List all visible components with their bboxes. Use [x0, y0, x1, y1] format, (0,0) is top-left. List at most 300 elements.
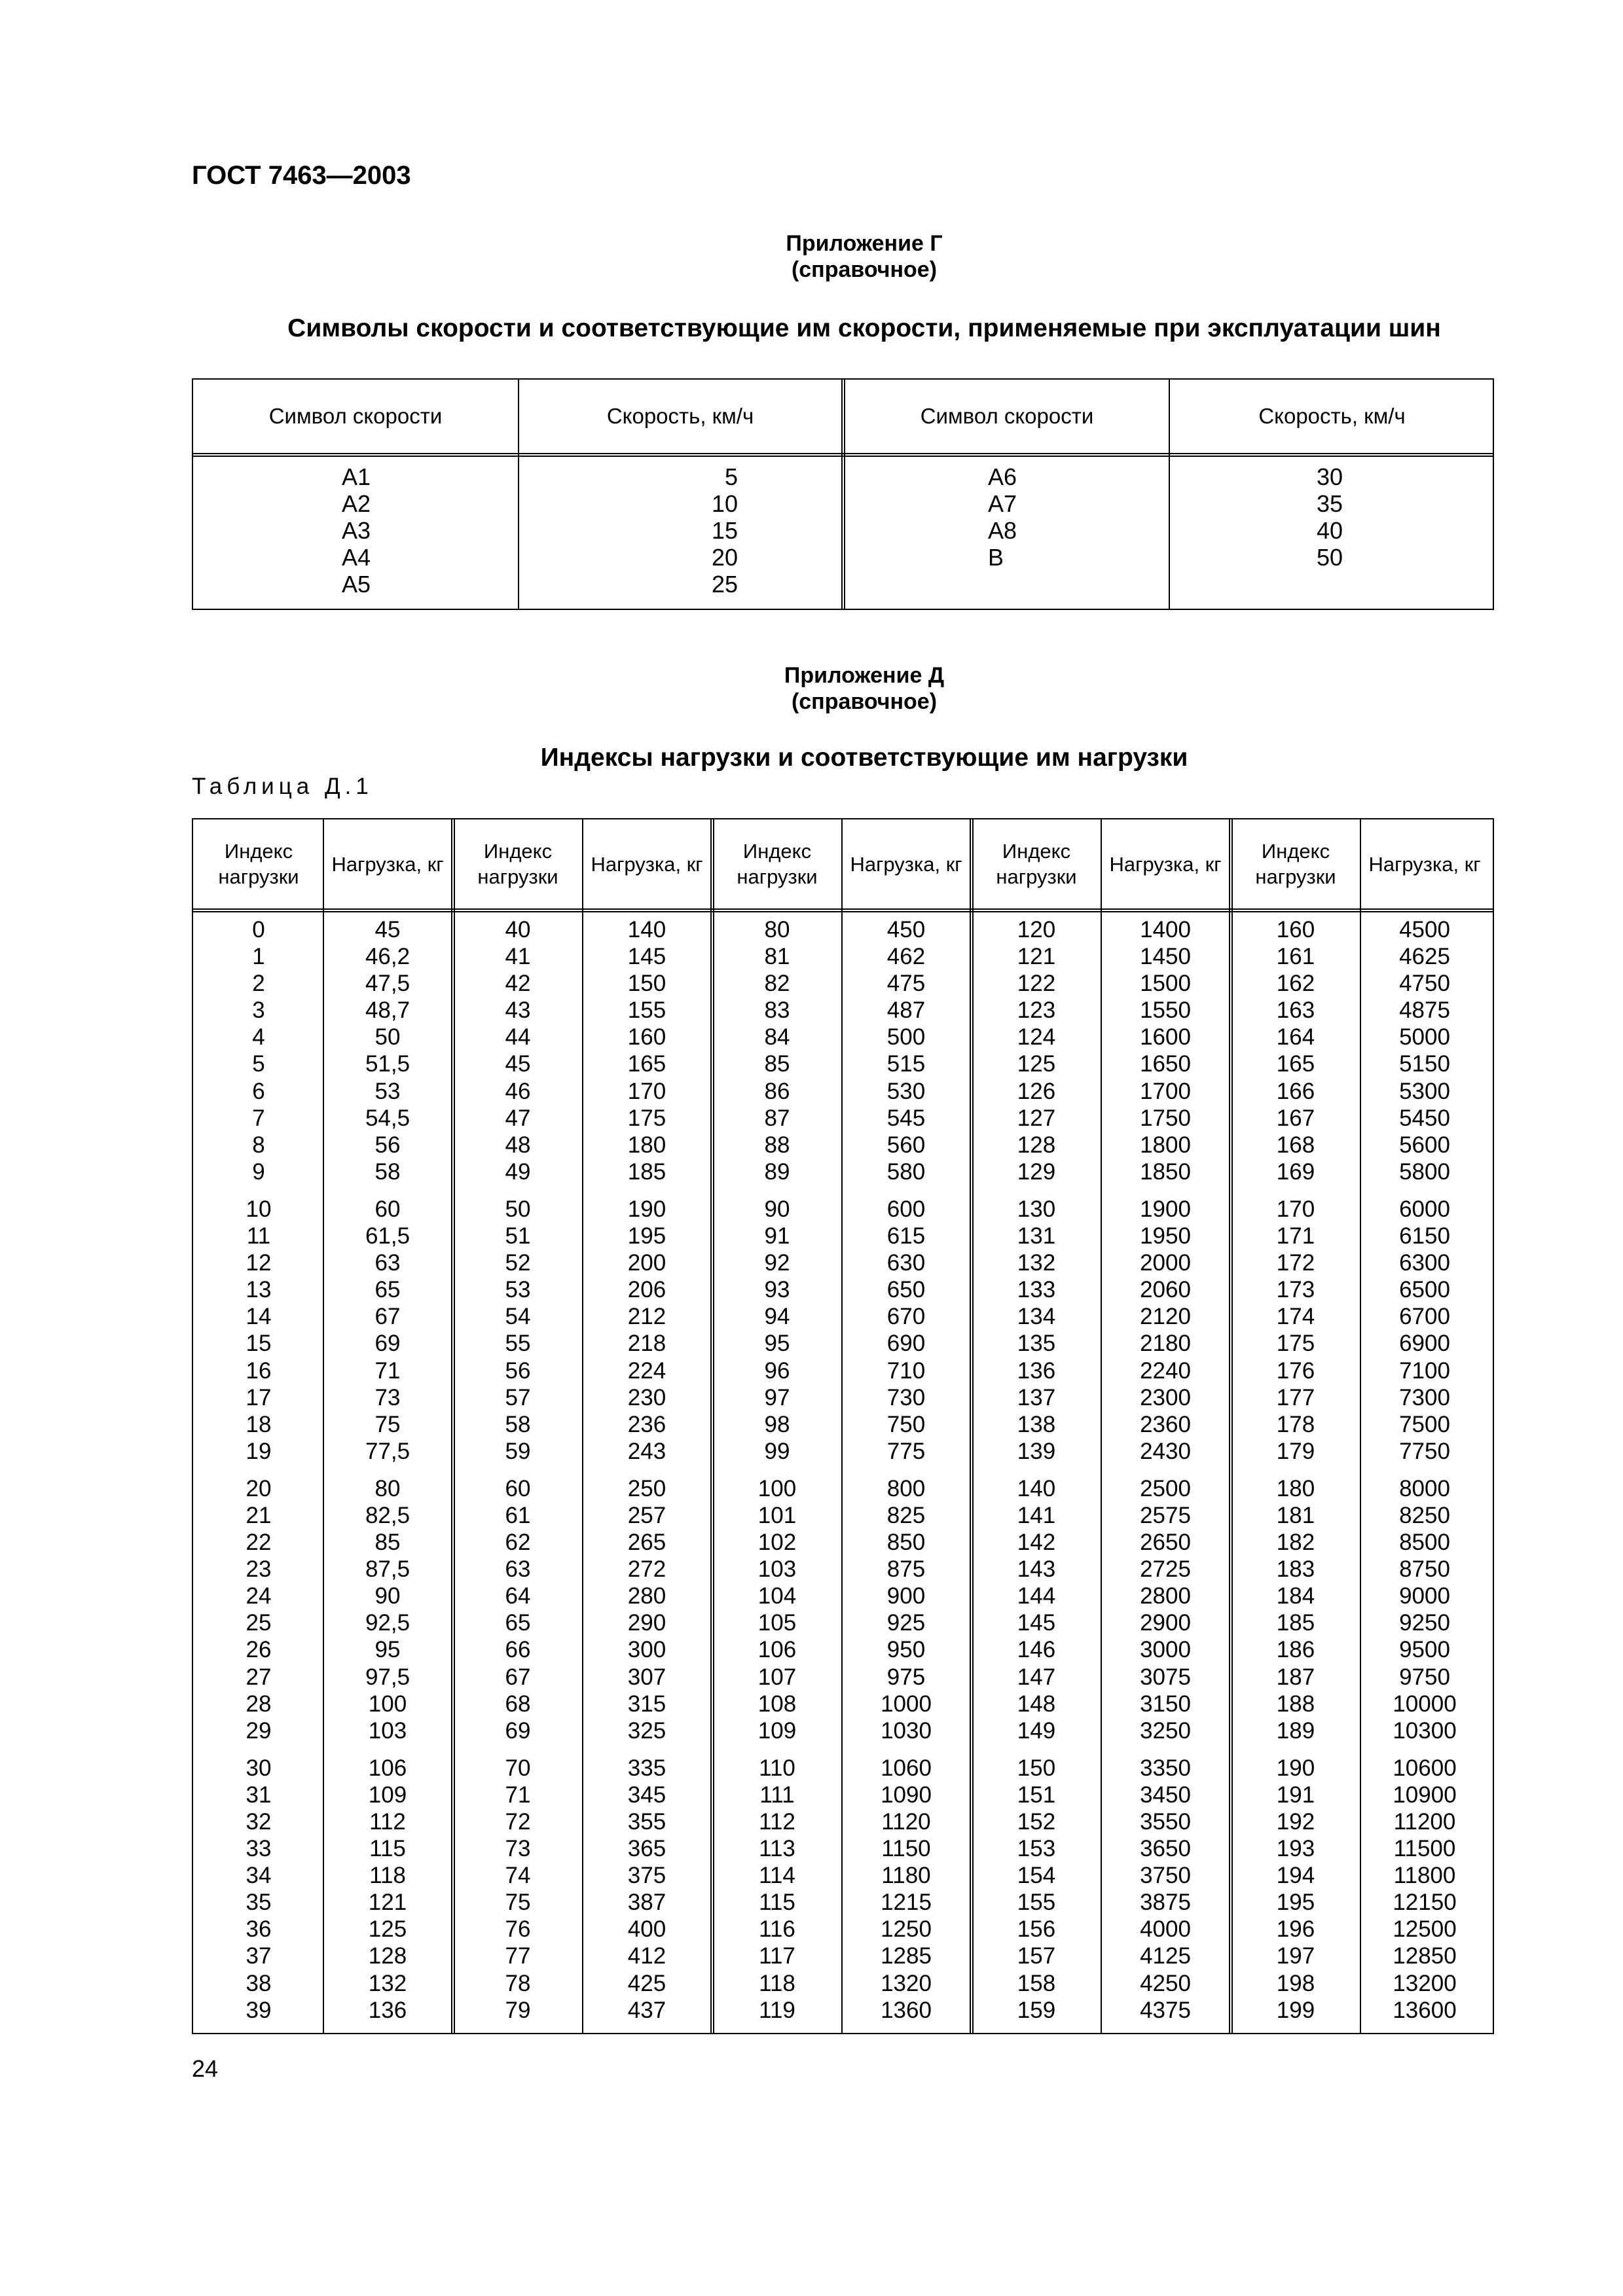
load-index-cell: 0 — [252, 917, 265, 942]
load-kg-cell: 1550 — [1140, 997, 1191, 1024]
page-number: 24 — [192, 2055, 219, 2082]
load-kg-cell: 9750 — [1399, 1664, 1450, 1690]
load-index-cell: 106 — [757, 1637, 797, 1663]
load-kg-cell: 630 — [886, 1250, 926, 1276]
load-kg-cell: 500 — [886, 1024, 926, 1050]
load-index-cell: 69 — [505, 1717, 531, 1744]
load-kg-cell: 1900 — [1140, 1196, 1191, 1222]
load-kg-cell: 6300 — [1399, 1250, 1450, 1276]
load-index-cell: 147 — [1017, 1664, 1056, 1690]
load-kg-cell: 13600 — [1393, 1997, 1457, 2023]
load-kg-cell: 2000 — [1140, 1250, 1191, 1276]
load-index-cell: 159 — [1017, 1997, 1056, 2023]
load-index-cell: 24 — [246, 1583, 272, 1609]
load-kg-cell: 1850 — [1140, 1158, 1191, 1185]
load-index-cell: 71 — [505, 1782, 531, 1808]
load-index-cell: 96 — [764, 1357, 790, 1384]
load-index-cell: 76 — [505, 1916, 531, 1943]
load-index-cell: 121 — [1017, 944, 1056, 970]
load-kg-cell: 56 — [374, 1132, 401, 1158]
load-kg-cell: 4625 — [1399, 944, 1450, 970]
load-kg-cell: 615 — [886, 1223, 926, 1249]
load-kg-cell: 145 — [627, 944, 666, 970]
load-index-cell: 117 — [759, 1943, 795, 1969]
load-kg-cell: 2900 — [1140, 1610, 1191, 1636]
load-kg-cell: 300 — [627, 1637, 666, 1663]
load-index-cell: 91 — [764, 1223, 790, 1249]
load-index-cell: 49 — [505, 1158, 531, 1185]
load-kg-cell: 67 — [374, 1304, 401, 1330]
load-kg-cell: 257 — [627, 1502, 666, 1528]
load-kg-cell: 2120 — [1140, 1304, 1191, 1330]
load-kg-cell: 5600 — [1399, 1132, 1450, 1158]
load-kg-cell: 48,7 — [365, 997, 410, 1024]
load-kg-cell: 325 — [627, 1717, 666, 1744]
load-kg-cell: 243 — [627, 1438, 666, 1464]
load-index-cell: 135 — [1017, 1331, 1056, 1357]
load-index-cell: 23 — [246, 1556, 272, 1583]
load-index-column — [974, 916, 1099, 2024]
load-kg-cell: 3450 — [1140, 1782, 1191, 1808]
load-kg-cell: 45 — [374, 917, 401, 942]
load-index-cell: 26 — [246, 1637, 272, 1663]
load-index-cell: 40 — [505, 917, 531, 942]
load-kg-column — [1361, 916, 1488, 2024]
load-kg-cell: 315 — [627, 1691, 666, 1717]
load-index-cell: 57 — [505, 1384, 531, 1410]
load-kg-cell: 63 — [374, 1250, 401, 1276]
load-kg-cell: 775 — [886, 1438, 926, 1464]
load-kg-column — [843, 916, 970, 2024]
load-index-cell: 110 — [759, 1755, 795, 1781]
load-kg-cell: 47,5 — [365, 971, 410, 997]
load-kg-cell: 307 — [627, 1664, 666, 1690]
load-kg-cell: 190 — [627, 1196, 666, 1222]
header-load-index: Индекс нагрузки — [996, 840, 1077, 888]
load-index-cell: 109 — [757, 1717, 797, 1744]
load-index-cell: 85 — [764, 1051, 790, 1077]
load-kg-cell: 61,5 — [365, 1223, 410, 1249]
load-index-cell: 37 — [246, 1943, 272, 1969]
load-kg-cell: 212 — [627, 1304, 666, 1330]
load-index-cell: 92 — [764, 1250, 790, 1276]
load-index-cell: 176 — [1276, 1357, 1315, 1384]
load-kg-cell: 2800 — [1140, 1583, 1191, 1609]
load-index-cell: 164 — [1276, 1024, 1315, 1050]
load-index-cell: 9 — [252, 1158, 265, 1185]
load-index-cell: 125 — [1017, 1051, 1056, 1077]
load-index-cell: 88 — [764, 1132, 790, 1158]
load-index-cell: 191 — [1276, 1782, 1315, 1808]
load-kg-cell: 750 — [886, 1411, 926, 1437]
load-kg-cell: 4000 — [1140, 1916, 1191, 1943]
load-kg-cell: 2060 — [1140, 1277, 1191, 1303]
load-index-cell: 185 — [1276, 1610, 1315, 1636]
load-kg-cell: 272 — [627, 1556, 666, 1583]
load-kg-cell: 11200 — [1393, 1809, 1456, 1835]
load-index-cell: 178 — [1276, 1411, 1315, 1437]
load-index-cell: 86 — [764, 1078, 790, 1104]
load-kg-cell: 450 — [886, 917, 926, 942]
load-index-cell: 42 — [505, 971, 531, 997]
load-kg-cell: 825 — [886, 1502, 926, 1528]
load-index-cell: 72 — [505, 1809, 531, 1835]
load-index-cell: 148 — [1017, 1691, 1056, 1717]
load-kg-cell: 53 — [374, 1078, 401, 1104]
load-index-cell: 181 — [1276, 1502, 1315, 1528]
load-index-cell: 151 — [1017, 1782, 1056, 1808]
table-caption: Таблица Д.1 — [192, 774, 373, 799]
load-index-cell: 104 — [757, 1583, 797, 1609]
load-kg-cell: 1450 — [1140, 944, 1191, 970]
load-kg-cell: 800 — [886, 1475, 926, 1501]
load-index-column — [455, 916, 581, 2024]
load-kg-cell: 1000 — [881, 1691, 932, 1717]
load-kg-cell: 10600 — [1393, 1755, 1457, 1781]
load-index-cell: 22 — [246, 1530, 272, 1556]
load-kg-cell: 2500 — [1140, 1475, 1191, 1501]
load-kg-cell: 545 — [886, 1105, 926, 1131]
load-kg-cell: 1500 — [1140, 971, 1191, 997]
load-kg-cell: 2300 — [1140, 1384, 1191, 1410]
load-kg-cell: 1150 — [881, 1836, 931, 1862]
load-kg-cell: 71 — [374, 1357, 401, 1384]
load-kg-column — [324, 916, 451, 2024]
load-index-cell: 196 — [1276, 1916, 1315, 1943]
load-index-cell: 73 — [505, 1836, 531, 1862]
load-index-cell: 114 — [759, 1863, 795, 1889]
load-kg-cell: 50 — [374, 1024, 401, 1050]
load-kg-cell: 2180 — [1140, 1331, 1191, 1357]
load-kg-cell: 1215 — [881, 1890, 932, 1916]
annex-d-title: Приложение Д — [784, 663, 945, 688]
load-kg-cell: 925 — [886, 1610, 926, 1636]
load-kg-cell: 975 — [886, 1664, 926, 1690]
load-index-cell: 38 — [246, 1970, 272, 1996]
load-index-cell: 47 — [505, 1105, 531, 1131]
load-index-cell: 84 — [764, 1024, 790, 1050]
load-kg-cell: 65 — [374, 1277, 401, 1303]
load-index-cell: 156 — [1017, 1916, 1056, 1943]
load-kg-cell: 365 — [627, 1836, 666, 1862]
load-index-cell: 128 — [1017, 1132, 1056, 1158]
load-index-cell: 199 — [1276, 1997, 1315, 2023]
load-kg-cell: 487 — [886, 997, 926, 1024]
load-index-column — [1233, 916, 1359, 2024]
load-kg-cell: 280 — [627, 1583, 666, 1609]
load-index-cell: 179 — [1276, 1438, 1315, 1464]
load-kg-cell: 290 — [627, 1610, 666, 1636]
load-index-cell: 130 — [1017, 1196, 1056, 1222]
load-kg-cell: 121 — [368, 1890, 407, 1916]
load-index-cell: 95 — [764, 1331, 790, 1357]
load-kg-cell: 155 — [627, 997, 666, 1024]
load-kg-cell: 4750 — [1399, 971, 1450, 997]
load-kg-cell: 3150 — [1140, 1691, 1191, 1717]
load-index-cell: 183 — [1276, 1556, 1315, 1583]
load-index-cell: 7 — [252, 1105, 265, 1131]
load-index-cell: 10 — [246, 1196, 272, 1222]
load-kg-cell: 600 — [886, 1196, 926, 1222]
load-index-cell: 153 — [1017, 1836, 1056, 1862]
load-index-cell: 89 — [764, 1158, 790, 1185]
load-index-cell: 167 — [1276, 1105, 1315, 1131]
load-kg-cell: 180 — [627, 1132, 666, 1158]
load-index-cell: 98 — [764, 1411, 790, 1437]
load-kg-cell: 73 — [374, 1384, 401, 1410]
load-index-cell: 54 — [505, 1304, 531, 1330]
load-index-cell: 142 — [1017, 1530, 1056, 1556]
load-kg-cell: 12500 — [1393, 1916, 1457, 1943]
load-kg-cell: 875 — [886, 1556, 926, 1583]
table-header-rule — [193, 908, 1493, 912]
load-kg-cell: 7750 — [1399, 1438, 1450, 1464]
load-kg-cell: 109 — [368, 1782, 407, 1808]
load-kg-cell: 387 — [627, 1890, 666, 1916]
load-index-cell: 32 — [246, 1809, 272, 1835]
load-kg-cell: 160 — [627, 1024, 666, 1050]
load-index-cell: 13 — [246, 1277, 272, 1303]
load-kg-cell: 475 — [886, 971, 926, 997]
load-index-cell: 190 — [1276, 1755, 1315, 1781]
load-kg-cell: 175 — [627, 1105, 666, 1131]
load-kg-cell: 1320 — [881, 1970, 932, 1996]
load-kg-cell: 1600 — [1140, 1024, 1191, 1050]
load-index-cell: 124 — [1017, 1024, 1056, 1050]
load-kg-cell: 400 — [627, 1916, 666, 1943]
load-kg-cell: 6500 — [1399, 1277, 1450, 1303]
load-kg-cell: 11500 — [1393, 1836, 1456, 1862]
load-kg-cell: 900 — [886, 1583, 926, 1609]
load-index-cell: 123 — [1017, 997, 1056, 1024]
load-index-cell: 144 — [1017, 1583, 1056, 1609]
load-index-cell: 145 — [1017, 1610, 1056, 1636]
load-kg-cell: 54,5 — [365, 1105, 410, 1131]
load-index-cell: 192 — [1276, 1809, 1315, 1835]
load-kg-cell: 1060 — [881, 1755, 932, 1781]
load-index-cell: 46 — [505, 1078, 531, 1104]
load-kg-cell: 1400 — [1140, 917, 1191, 942]
load-kg-cell: 4375 — [1140, 1997, 1191, 2023]
load-kg-cell: 710 — [886, 1357, 926, 1384]
load-kg-cell: 6900 — [1399, 1331, 1450, 1357]
load-index-cell: 87 — [764, 1105, 790, 1131]
load-index-cell: 68 — [505, 1691, 531, 1717]
load-index-cell: 152 — [1017, 1809, 1056, 1835]
load-kg-cell: 100 — [368, 1691, 407, 1717]
load-kg-cell: 51,5 — [365, 1051, 410, 1077]
load-index-cell: 170 — [1276, 1196, 1315, 1222]
header-speed-symbol: Символ скорости — [268, 404, 443, 428]
load-kg-cell: 90 — [374, 1583, 401, 1609]
load-kg-cell: 345 — [627, 1782, 666, 1808]
load-index-cell: 5 — [252, 1051, 265, 1077]
speed-symbol-column: A1 A2 A3 A4 A5 — [342, 463, 371, 598]
load-kg-cell: 4500 — [1399, 917, 1450, 942]
load-index-cell: 166 — [1276, 1078, 1315, 1104]
load-index-cell: 168 — [1276, 1132, 1315, 1158]
load-index-cell: 80 — [764, 917, 790, 942]
load-kg-cell: 462 — [886, 944, 926, 970]
load-kg-cell: 200 — [627, 1250, 666, 1276]
speed-symbol-table — [192, 378, 1494, 610]
load-index-cell: 119 — [759, 1997, 795, 2023]
load-index-cell: 17 — [246, 1384, 272, 1410]
load-index-cell: 63 — [505, 1556, 531, 1583]
annex-g-heading: Символы скорости и соответствующие им скорости, применяемые при эксплуатации шин — [287, 314, 1441, 342]
load-index-cell: 172 — [1276, 1250, 1315, 1276]
load-kg-cell: 8750 — [1399, 1556, 1450, 1583]
load-index-cell: 180 — [1276, 1475, 1315, 1501]
header-load-index: Индекс нагрузки — [1255, 840, 1336, 888]
load-index-cell: 43 — [505, 997, 531, 1024]
load-kg-cell: 670 — [886, 1304, 926, 1330]
load-kg-cell: 185 — [627, 1158, 666, 1185]
load-kg-cell: 8000 — [1399, 1475, 1450, 1501]
load-index-cell: 99 — [764, 1438, 790, 1464]
load-kg-cell: 218 — [627, 1331, 666, 1357]
load-kg-cell: 4125 — [1140, 1943, 1191, 1969]
load-index-cell: 82 — [764, 971, 790, 997]
load-index-cell: 149 — [1017, 1717, 1056, 1744]
load-kg-cell: 6000 — [1399, 1196, 1450, 1222]
load-kg-cell: 85 — [374, 1530, 401, 1556]
load-kg-cell: 206 — [627, 1277, 666, 1303]
load-kg-cell: 9000 — [1399, 1583, 1450, 1609]
load-index-cell: 107 — [757, 1664, 797, 1690]
load-index-cell: 136 — [1017, 1357, 1056, 1384]
load-kg-cell: 236 — [627, 1411, 666, 1437]
load-index-cell: 174 — [1276, 1304, 1315, 1330]
load-index-cell: 90 — [764, 1196, 790, 1222]
load-index-cell: 158 — [1017, 1970, 1056, 1996]
load-index-cell: 187 — [1276, 1664, 1315, 1690]
header-load-kg: Нагрузка, кг — [331, 852, 444, 876]
load-index-cell: 94 — [764, 1304, 790, 1330]
load-kg-cell: 1750 — [1140, 1105, 1191, 1131]
load-kg-cell: 530 — [886, 1078, 926, 1104]
load-kg-cell: 1030 — [881, 1717, 932, 1744]
load-kg-cell: 412 — [627, 1943, 666, 1969]
load-index-cell: 8 — [252, 1132, 265, 1158]
load-index-cell: 160 — [1276, 917, 1315, 942]
load-kg-cell: 125 — [368, 1916, 407, 1943]
load-kg-cell: 5300 — [1399, 1078, 1450, 1104]
load-kg-cell: 2650 — [1140, 1530, 1191, 1556]
load-kg-cell: 58 — [374, 1158, 401, 1185]
load-index-cell: 18 — [246, 1411, 272, 1437]
load-index-cell: 35 — [246, 1890, 272, 1916]
load-index-cell: 27 — [246, 1664, 272, 1690]
load-kg-cell: 6700 — [1399, 1304, 1450, 1330]
load-kg-cell: 250 — [627, 1475, 666, 1501]
load-kg-cell: 46,2 — [365, 944, 410, 970]
load-index-cell: 140 — [1017, 1475, 1056, 1501]
load-kg-cell: 375 — [627, 1863, 666, 1889]
load-kg-cell: 10000 — [1393, 1691, 1457, 1717]
load-kg-cell: 82,5 — [365, 1502, 410, 1528]
load-index-cell: 118 — [759, 1970, 795, 1996]
load-index-cell: 132 — [1017, 1250, 1056, 1276]
load-index-cell: 36 — [246, 1916, 272, 1943]
load-index-cell: 93 — [764, 1277, 790, 1303]
header-load-index: Индекс нагрузки — [218, 840, 299, 888]
load-kg-cell: 12850 — [1393, 1943, 1457, 1969]
load-index-cell: 141 — [1017, 1502, 1056, 1528]
load-kg-cell: 730 — [886, 1384, 926, 1410]
load-index-cell: 59 — [505, 1438, 531, 1464]
load-index-cell: 193 — [1276, 1836, 1315, 1862]
load-index-cell: 44 — [505, 1024, 531, 1050]
load-index-cell: 138 — [1017, 1411, 1056, 1437]
load-kg-cell: 87,5 — [365, 1556, 410, 1583]
load-index-cell: 55 — [505, 1331, 531, 1357]
load-index-cell: 115 — [759, 1890, 795, 1916]
load-kg-cell: 10900 — [1393, 1782, 1457, 1808]
load-kg-cell: 2240 — [1140, 1357, 1191, 1384]
load-index-cell: 120 — [1017, 917, 1056, 942]
load-kg-cell: 3350 — [1140, 1755, 1191, 1781]
load-kg-cell: 1700 — [1140, 1078, 1191, 1104]
load-index-cell: 4 — [252, 1024, 265, 1050]
load-kg-cell: 335 — [627, 1755, 666, 1781]
annex-d-heading: Индексы нагрузки и соответствующие им нагрузки — [540, 744, 1188, 772]
header-load-index: Индекс нагрузки — [737, 840, 818, 888]
load-index-cell: 169 — [1276, 1158, 1315, 1185]
load-index-cell: 112 — [759, 1809, 795, 1835]
load-kg-cell: 4250 — [1140, 1970, 1191, 1996]
load-kg-cell: 950 — [886, 1637, 926, 1663]
load-index-cell: 34 — [246, 1863, 272, 1889]
load-kg-cell: 230 — [627, 1384, 666, 1410]
load-kg-cell: 11800 — [1393, 1863, 1456, 1889]
load-index-cell: 157 — [1017, 1943, 1056, 1969]
header-speed: Скорость, км/ч — [606, 404, 754, 428]
load-kg-cell: 12150 — [1393, 1890, 1457, 1916]
load-kg-cell: 650 — [886, 1277, 926, 1303]
load-index-cell: 102 — [757, 1530, 797, 1556]
load-index-cell: 79 — [505, 1997, 531, 2023]
load-kg-cell: 5000 — [1399, 1024, 1450, 1050]
load-index-cell: 19 — [246, 1438, 272, 1464]
load-kg-cell: 92,5 — [365, 1610, 410, 1636]
load-index-cell: 25 — [246, 1610, 272, 1636]
load-kg-cell: 1800 — [1140, 1132, 1191, 1158]
load-kg-cell: 3075 — [1140, 1664, 1191, 1690]
load-index-cell: 127 — [1017, 1105, 1056, 1131]
speed-symbol-column: A6 A7 A8 B — [988, 463, 1017, 571]
load-index-cell: 100 — [757, 1475, 797, 1501]
load-kg-cell: 2575 — [1140, 1502, 1191, 1528]
load-kg-cell: 515 — [886, 1051, 926, 1077]
load-index-cell: 61 — [505, 1502, 531, 1528]
load-kg-cell: 4875 — [1399, 997, 1450, 1024]
load-index-cell: 64 — [505, 1583, 531, 1609]
load-index-cell: 137 — [1017, 1384, 1056, 1410]
load-kg-cell: 1250 — [881, 1916, 932, 1943]
load-index-cell: 12 — [246, 1250, 272, 1276]
load-index-cell: 52 — [505, 1250, 531, 1276]
load-kg-cell: 2725 — [1140, 1556, 1191, 1583]
load-kg-cell: 8250 — [1399, 1502, 1450, 1528]
load-index-cell: 70 — [505, 1755, 531, 1781]
load-kg-cell: 3550 — [1140, 1809, 1191, 1835]
load-index-cell: 16 — [246, 1357, 272, 1384]
load-kg-cell: 5150 — [1399, 1051, 1450, 1077]
load-kg-cell: 1090 — [881, 1782, 932, 1808]
load-kg-cell: 3000 — [1140, 1637, 1191, 1663]
load-index-cell: 14 — [246, 1304, 272, 1330]
